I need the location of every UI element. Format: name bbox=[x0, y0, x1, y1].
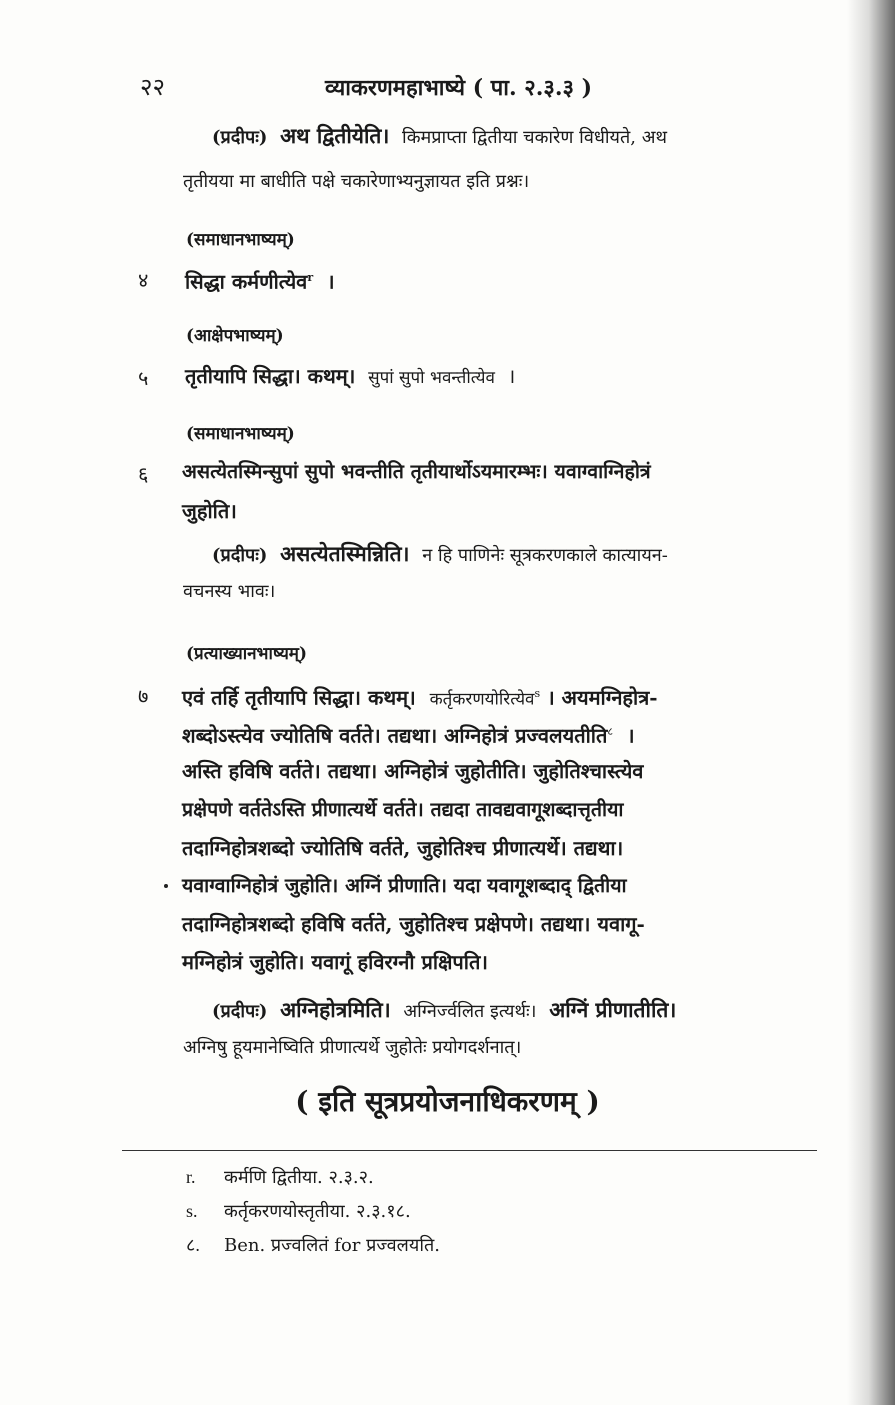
footnote-ref-r: r bbox=[307, 271, 314, 284]
pradipa-1-line-1 bbox=[212, 122, 667, 152]
verse-7-line-3: अस्ति हविषि वर्तते। तद्यथा। अग्निहोत्रं जुहोतीति। जुहोतिश्चास्त्येव bbox=[182, 759, 644, 783]
pradipa-2-line-2: वचनस्य भावः। bbox=[183, 581, 276, 602]
verse-7-line-6: यवाग्वाग्निहोत्रं जुहोति। अग्निं प्रीणाति। यदा यवागूशब्दाद् द्वितीया bbox=[182, 874, 627, 897]
section-heading-samadhana-1: (समाधानभाष्यम्) bbox=[186, 230, 295, 250]
verse-5-small: सुपां सुपो भवन्तीत्येव bbox=[368, 368, 495, 388]
footnote-text: Ben. प्रज्वलितं for प्रज्वलयति. bbox=[224, 1235, 440, 1256]
verse-4-text bbox=[185, 264, 335, 296]
pradipa-3-line-1 bbox=[212, 996, 676, 1026]
section-heading-akshepa: (आक्षेपभाष्यम्) bbox=[186, 326, 284, 346]
running-title: व्याकरणमहाभाष्ये ( पा. २.३.३ ) bbox=[325, 75, 592, 101]
verse-7-line-4: प्रक्षेपणे वर्ततेऽस्ति प्रीणात्यर्थे वर्तते। तद्यदा तावद्यवागूशब्दात्तृतीया bbox=[182, 798, 624, 821]
verse-number-6: ६ bbox=[138, 462, 149, 486]
pradipa-2-line-1 bbox=[212, 540, 668, 570]
footnote-text: कर्तृकरणयोस्तृतीया. २.३.१८. bbox=[224, 1201, 411, 1222]
verse-7-text: एवं तर्हि तृतीयापि सिद्धा। कथम्। bbox=[182, 685, 416, 710]
verse-number-4: ४ bbox=[138, 268, 149, 292]
danda: । bbox=[627, 723, 635, 748]
scan-edge-shadow bbox=[847, 0, 895, 1405]
footnote-mark: ८. bbox=[186, 1235, 200, 1255]
verse-7-text: शब्दोऽस्त्येव ज्योतिषि वर्तते। तद्यथा। अग्निहोत्रं प्रज्वलयतीति bbox=[182, 723, 608, 748]
verse-7-small: कर्तृकरणयोरित्येव bbox=[429, 689, 535, 710]
pradipa-label: (प्रदीपः) bbox=[212, 127, 268, 148]
footnote-r bbox=[186, 1165, 374, 1189]
section-end-title: ( इति सूत्रप्रयोजनाधिकरणम् ) bbox=[295, 1085, 600, 1118]
pradipa-lemma: असत्येतस्मिन्निति। bbox=[280, 541, 410, 566]
verse-4-body: सिद्धा कर्मणीत्येव bbox=[185, 269, 308, 294]
footnote-8 bbox=[186, 1233, 440, 1257]
verse-7-line-2 bbox=[182, 718, 635, 750]
footnote-mark: r. bbox=[186, 1167, 196, 1187]
footnote-mark: s. bbox=[186, 1201, 198, 1221]
danda: । bbox=[327, 269, 335, 294]
pradipa-3-line-2: अग्निषु हूयमानेष्विति प्रीणात्यर्थे जुहोतेः प्रयोगदर्शनात्। bbox=[183, 1037, 522, 1058]
verse-7-line-7: तदाग्निहोत्रशब्दो हविषि वर्तते, जुहोतिश्च प्रक्षेपणे। तद्यथा। यवागू- bbox=[182, 912, 645, 936]
footnote-ref-s: s bbox=[534, 687, 541, 700]
verse-6-line-2: जुहोति। bbox=[182, 499, 237, 523]
pradipa-lemma: अग्निहोत्रमिति। bbox=[280, 997, 391, 1022]
pradipa-label: (प्रदीपः) bbox=[212, 545, 268, 566]
footnote-rule bbox=[122, 1150, 817, 1151]
pradipa-label: (प्रदीपः) bbox=[212, 1001, 268, 1022]
pradipa-lemma: अथ द्वितीयेति। bbox=[280, 123, 390, 148]
verse-7-line-8: मग्निहोत्रं जुहोति। यवागूं हविरग्नौ प्रक्षिपति। bbox=[182, 950, 488, 974]
footnote-ref-8: ८ bbox=[607, 725, 614, 738]
verse-number-7: ७ bbox=[138, 684, 149, 708]
footnote-s bbox=[186, 1199, 411, 1223]
pradipa-lemma: अग्निं प्रीणातीति। bbox=[549, 997, 677, 1022]
pradipa-1-line-2: तृतीयया मा बाधीति पक्षे चकारेणाभ्यनुज्ञायत इति प्रश्नः। bbox=[183, 171, 530, 192]
section-heading-pratyakhyana: (प्रत्याख्यानभाष्यम्) bbox=[186, 644, 308, 664]
verse-number-5: ५ bbox=[138, 366, 149, 390]
section-heading-samadhana-2: (समाधानभाष्यम्) bbox=[186, 424, 295, 444]
verse-5-body: तृतीयापि सिद्धा। कथम्। bbox=[185, 364, 356, 388]
danda: । bbox=[507, 364, 516, 388]
footnote-text: कर्मणि द्वितीया. २.३.२. bbox=[224, 1167, 374, 1188]
verse-7-text: । अयमग्निहोत्र- bbox=[547, 685, 658, 710]
scan-speck bbox=[164, 884, 168, 888]
verse-6-line-1: असत्येतस्मिन्सुपां सुपो भवन्तीति तृतीयार्थोऽयमारम्भः। यवाग्वाग्निहोत्रं bbox=[182, 460, 651, 483]
page-number: २२ bbox=[140, 73, 165, 101]
pradipa-text: किमप्राप्ता द्वितीया चकारेण विधीयते, अथ bbox=[402, 127, 667, 148]
pradipa-text: न हि पाणिनेः सूत्रकरणकाले कात्यायन- bbox=[422, 545, 668, 566]
page-header bbox=[140, 70, 640, 104]
verse-7-line-5: तदाग्निहोत्रशब्दो ज्योतिषि वर्तते, जुहोतिश्च प्रीणात्यर्थे। तद्यथा। bbox=[182, 836, 624, 860]
verse-7-line-1 bbox=[182, 680, 658, 714]
pradipa-text: अग्निर्ज्वलित इत्यर्थः। bbox=[403, 1001, 537, 1022]
verse-5-text bbox=[185, 362, 515, 392]
